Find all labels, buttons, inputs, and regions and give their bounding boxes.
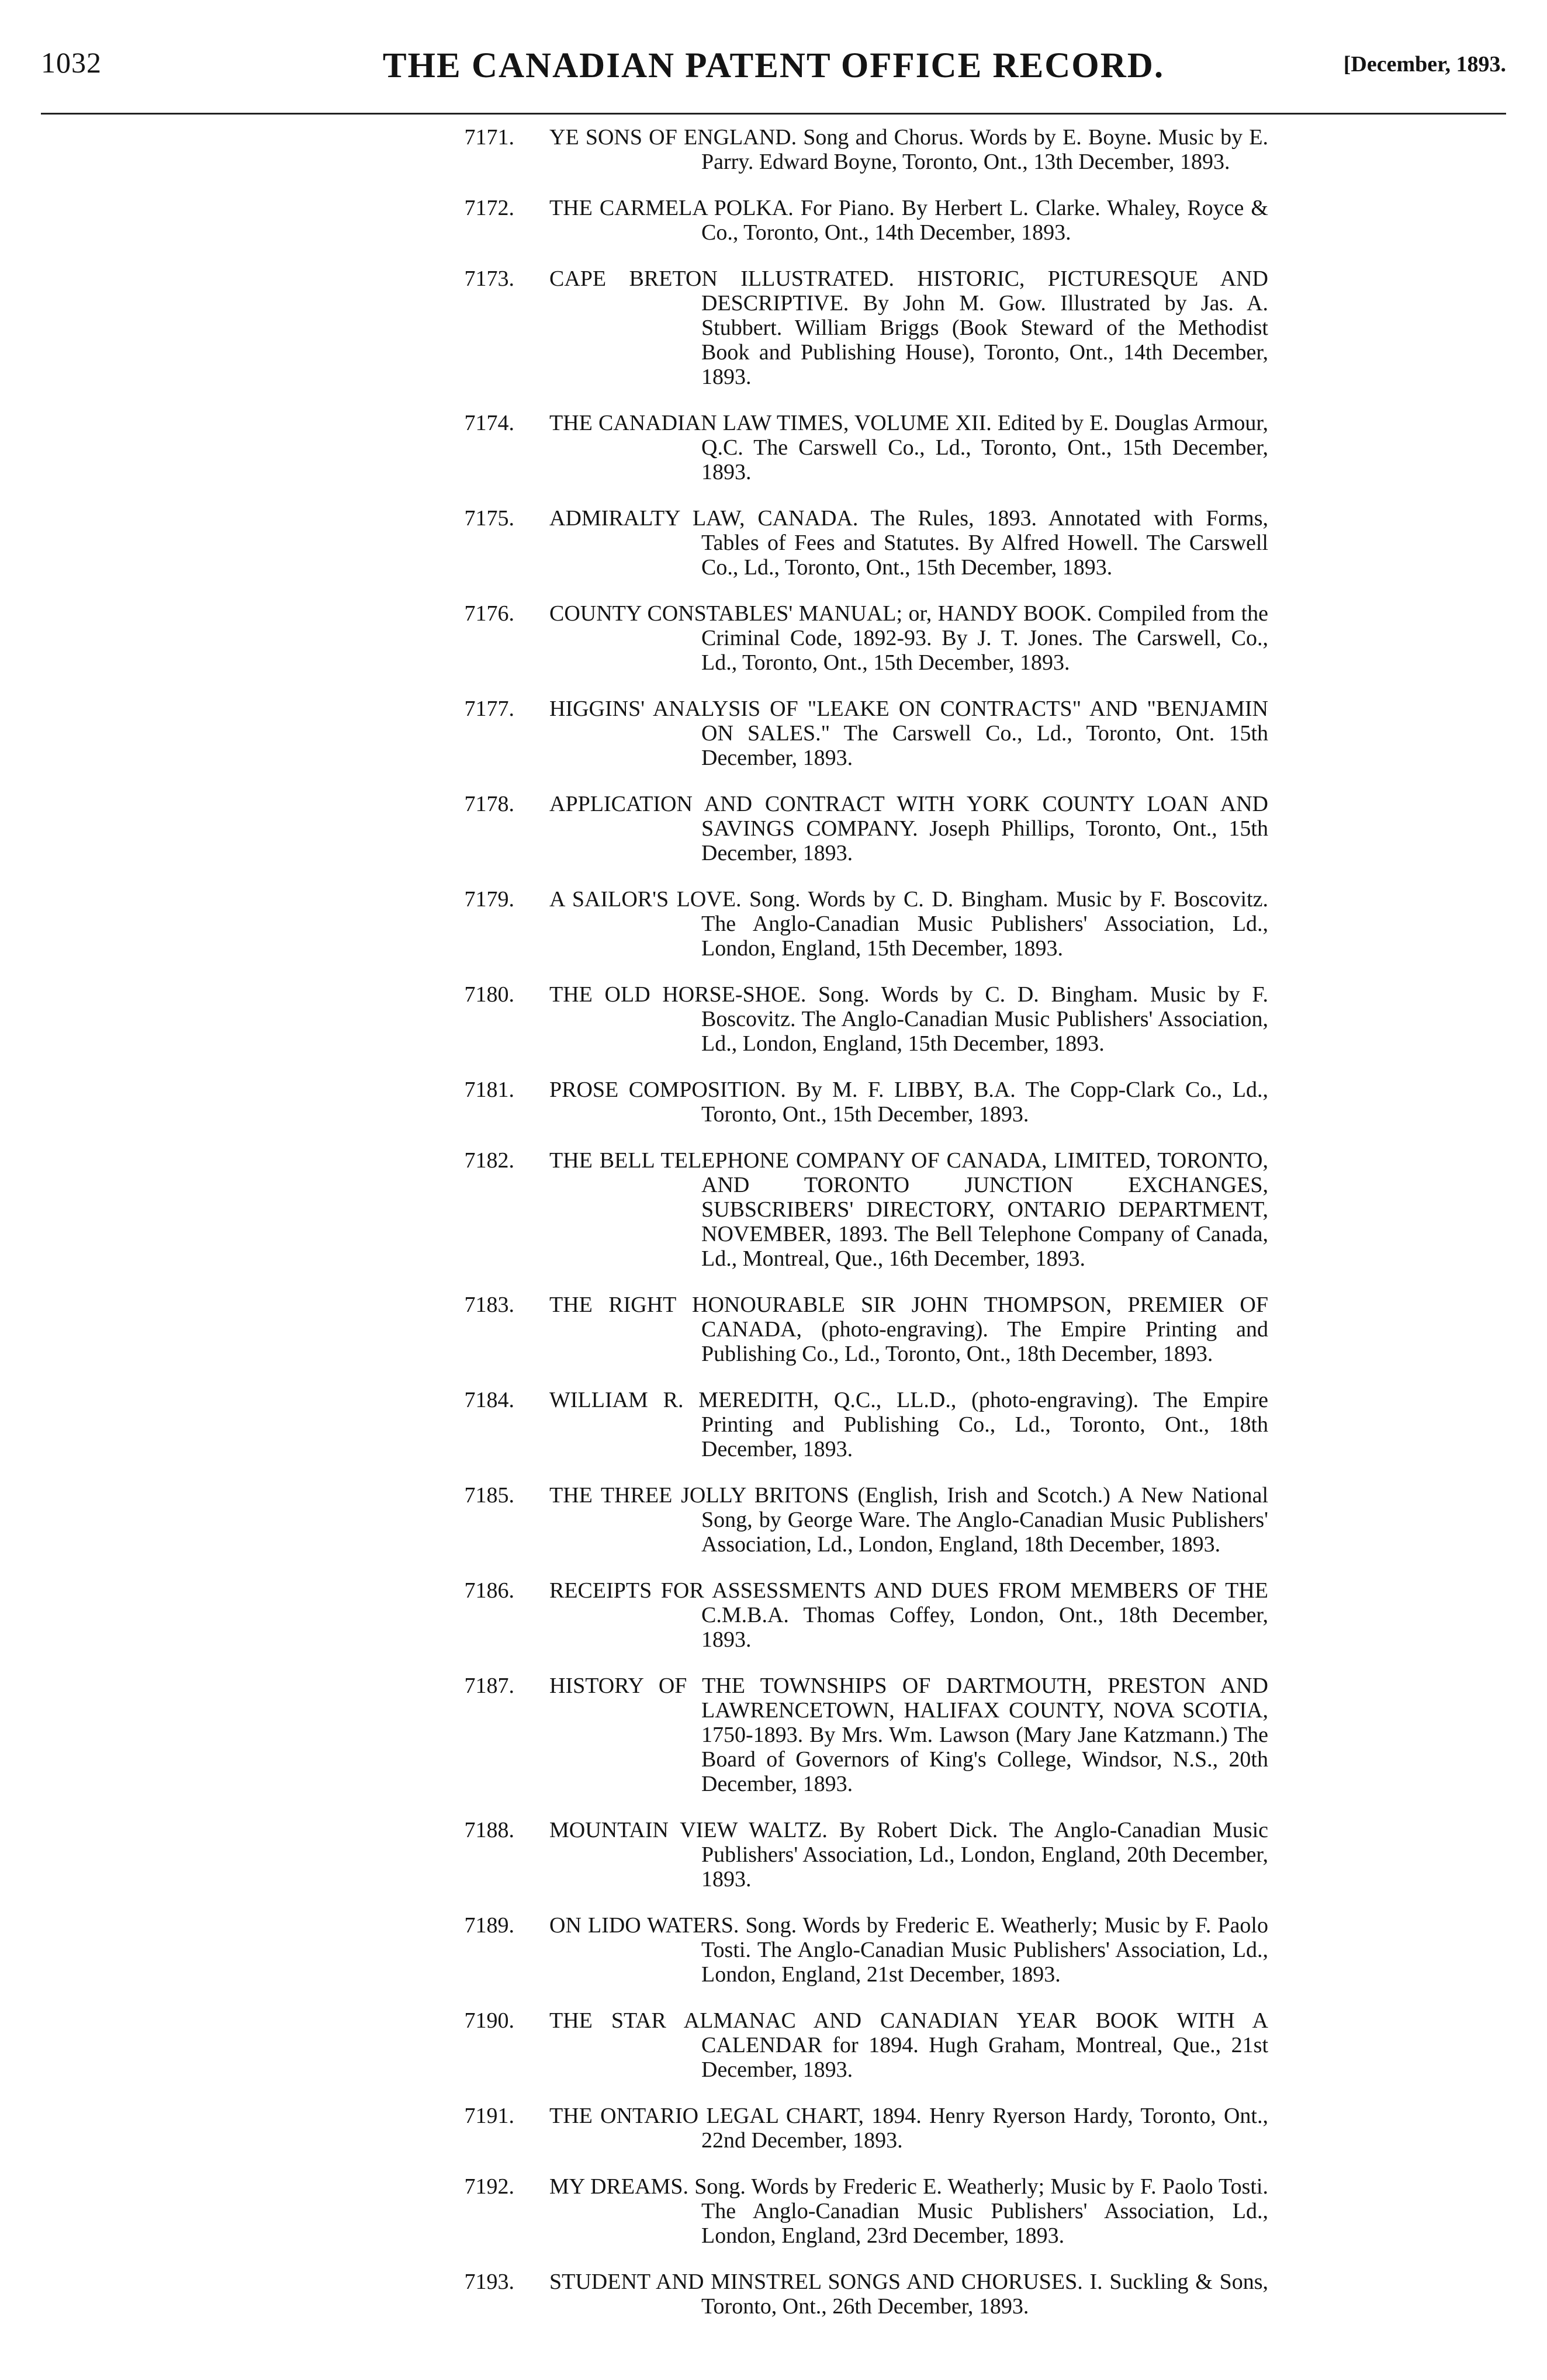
list-item (397, 1483, 1268, 1557)
entry-number: 7173. (464, 266, 514, 291)
entry-text: A SAILOR'S LOVE. Song. Words by C. D. Bingham. Music by F. Boscovitz. The Anglo-Canadian Music Publishers' Association, Ld., London, England, 15th December, 1893. (549, 887, 1268, 961)
entry-number: 7174. (464, 411, 514, 435)
header-rule (41, 113, 1506, 115)
entry-text: HISTORY OF THE TOWNSHIPS OF DARTMOUTH, PRESTON AND LAWRENCETOWN, HALIFAX COUNTY, NOVA SCOTIA, 1750-1893. By Mrs. Wm. Lawson (Mary Jane Katzmann.) The Board of Governors of King's College, Windsor, N.S., 20th December, 1893. (549, 1674, 1268, 1796)
entry-number: 7177. (464, 697, 514, 721)
entry-text: THE CARMELA POLKA. For Piano. By Herbert L. Clarke. Whaley, Royce & Co., Toronto, Ont., 14th December, 1893. (549, 196, 1268, 245)
list-item (397, 506, 1268, 580)
list-item (397, 697, 1268, 770)
list-item (397, 125, 1268, 174)
list-item (397, 1674, 1268, 1796)
entry-text: THE RIGHT HONOURABLE SIR JOHN THOMPSON, PREMIER OF CANADA, (photo-engraving). The Empire Printing and Publishing Co., Ld., Toronto, Ont., 18th December, 1893. (549, 1293, 1268, 1366)
entry-text: THE STAR ALMANAC AND CANADIAN YEAR BOOK WITH A CALENDAR for 1894. Hugh Graham, Montreal, Que., 21st December, 1893. (549, 2008, 1268, 2082)
list-item (397, 2174, 1268, 2248)
entry-number: 7171. (464, 125, 514, 150)
list-item (397, 792, 1268, 865)
entry-text: THE OLD HORSE-SHOE. Song. Words by C. D. Bingham. Music by F. Boscovitz. The Anglo-Canadian Music Publishers' Association, Ld., London, England, 15th December, 1893. (549, 982, 1268, 1056)
entry-number: 7183. (464, 1293, 514, 1317)
list-item (397, 266, 1268, 389)
entry-number: 7181. (464, 1078, 514, 1102)
entry-number: 7178. (464, 792, 514, 816)
list-item (397, 2008, 1268, 2082)
entry-text: HIGGINS' ANALYSIS OF "LEAKE ON CONTRACTS" AND "BENJAMIN ON SALES." The Carswell Co., Ld., Toronto, Ont. 15th December, 1893. (549, 697, 1268, 770)
entry-number: 7180. (464, 982, 514, 1007)
entry-number: 7187. (464, 1674, 514, 1698)
entry-text: MY DREAMS. Song. Words by Frederic E. Weatherly; Music by F. Paolo Tosti. The Anglo-Canadian Music Publishers' Association, Ld., London, England, 23rd December, 1893. (549, 2174, 1268, 2248)
entry-text: ADMIRALTY LAW, CANADA. The Rules, 1893. Annotated with Forms, Tables of Fees and Statutes. By Alfred Howell. The Carswell Co., Ld., Toronto, Ont., 15th December, 1893. (549, 506, 1268, 580)
entry-number: 7188. (464, 1818, 514, 1842)
journal-title: THE CANADIAN PATENT OFFICE RECORD. (382, 46, 1165, 85)
entry-number: 7190. (464, 2008, 514, 2033)
entry-number: 7175. (464, 506, 514, 531)
list-item (397, 1293, 1268, 1366)
entry-number: 7179. (464, 887, 514, 912)
entry-text: RECEIPTS FOR ASSESSMENTS AND DUES FROM MEMBERS OF THE C.M.B.A. Thomas Coffey, London, Ont., 18th December, 1893. (549, 1578, 1268, 1652)
entry-text: PROSE COMPOSITION. By M. F. LIBBY, B.A. The Copp-Clark Co., Ld., Toronto, Ont., 15th December, 1893. (549, 1078, 1268, 1127)
entry-text: COUNTY CONSTABLES' MANUAL; or, HANDY BOOK. Compiled from the Criminal Code, 1892-93. By J. T. Jones. The Carswell, Co., Ld., Toronto, Ont., 15th December, 1893. (549, 601, 1268, 675)
issue-date: [December, 1893. (1343, 52, 1506, 77)
list-item (397, 196, 1268, 245)
entry-text: STUDENT AND MINSTREL SONGS AND CHORUSES. I. Suckling & Sons, Toronto, Ont., 26th December, 1893. (549, 2270, 1268, 2319)
entry-number: 7191. (464, 2104, 514, 2128)
entry-number: 7182. (464, 1148, 514, 1173)
list-item (397, 1913, 1268, 1987)
copyright-entries-list (397, 125, 1268, 2340)
entry-text: MOUNTAIN VIEW WALTZ. By Robert Dick. The Anglo-Canadian Music Publishers' Association, Ld., London, England, 20th December, 1893. (549, 1818, 1268, 1891)
entry-text: THE CANADIAN LAW TIMES, VOLUME XII. Edited by E. Douglas Armour, Q.C. The Carswell Co., Ld., Toronto, Ont., 15th December, 1893. (549, 411, 1268, 484)
entry-number: 7189. (464, 1913, 514, 1938)
list-item (397, 1078, 1268, 1127)
entry-number: 7186. (464, 1578, 514, 1603)
list-item (397, 982, 1268, 1056)
list-item (397, 2270, 1268, 2319)
page-number: 1032 (41, 46, 102, 79)
entry-text: YE SONS OF ENGLAND. Song and Chorus. Words by E. Boyne. Music by E. Parry. Edward Boyne, Toronto, Ont., 13th December, 1893. (549, 125, 1268, 174)
list-item (397, 1818, 1268, 1891)
entry-number: 7185. (464, 1483, 514, 1508)
entry-number: 7193. (464, 2270, 514, 2294)
entry-text: WILLIAM R. MEREDITH, Q.C., LL.D., (photo-engraving). The Empire Printing and Publishing Co., Ld., Toronto, Ont., 18th December, 1893. (549, 1388, 1268, 1461)
entry-text: CAPE BRETON ILLUSTRATED. HISTORIC, PICTURESQUE AND DESCRIPTIVE. By John M. Gow. Illustrated by Jas. A. Stubbert. William Briggs (Book Steward of the Methodist Book and Publishing House), Toronto, Ont., 14th December, 1893. (549, 266, 1268, 389)
entry-number: 7184. (464, 1388, 514, 1412)
list-item (397, 1388, 1268, 1461)
entry-text: THE THREE JOLLY BRITONS (English, Irish and Scotch.) A New National Song, by George Ware. The Anglo-Canadian Music Publishers' Association, Ld., London, England, 18th December, 1893. (549, 1483, 1268, 1557)
page-header (41, 46, 1506, 104)
list-item (397, 1578, 1268, 1652)
entry-number: 7176. (464, 601, 514, 626)
entry-text: ON LIDO WATERS. Song. Words by Frederic E. Weatherly; Music by F. Paolo Tosti. The Anglo-Canadian Music Publishers' Association, Ld., London, England, 21st December, 1893. (549, 1913, 1268, 1987)
list-item (397, 601, 1268, 675)
entry-number: 7192. (464, 2174, 514, 2199)
list-item (397, 887, 1268, 961)
entry-text: THE BELL TELEPHONE COMPANY OF CANADA, LIMITED, TORONTO, AND TORONTO JUNCTION EXCHANGES, SUBSCRIBERS' DIRECTORY, ONTARIO DEPARTMENT, NOVEMBER, 1893. The Bell Telephone Company of Canada, Ld., Montreal, Que., 16th December, 1893. (549, 1148, 1268, 1271)
entry-text: APPLICATION AND CONTRACT WITH YORK COUNTY LOAN AND SAVINGS COMPANY. Joseph Phillips, Toronto, Ont., 15th December, 1893. (549, 792, 1268, 865)
list-item (397, 411, 1268, 484)
entry-number: 7172. (464, 196, 514, 220)
list-item (397, 2104, 1268, 2153)
entry-text: THE ONTARIO LEGAL CHART, 1894. Henry Ryerson Hardy, Toronto, Ont., 22nd December, 1893. (549, 2104, 1268, 2153)
list-item (397, 1148, 1268, 1271)
